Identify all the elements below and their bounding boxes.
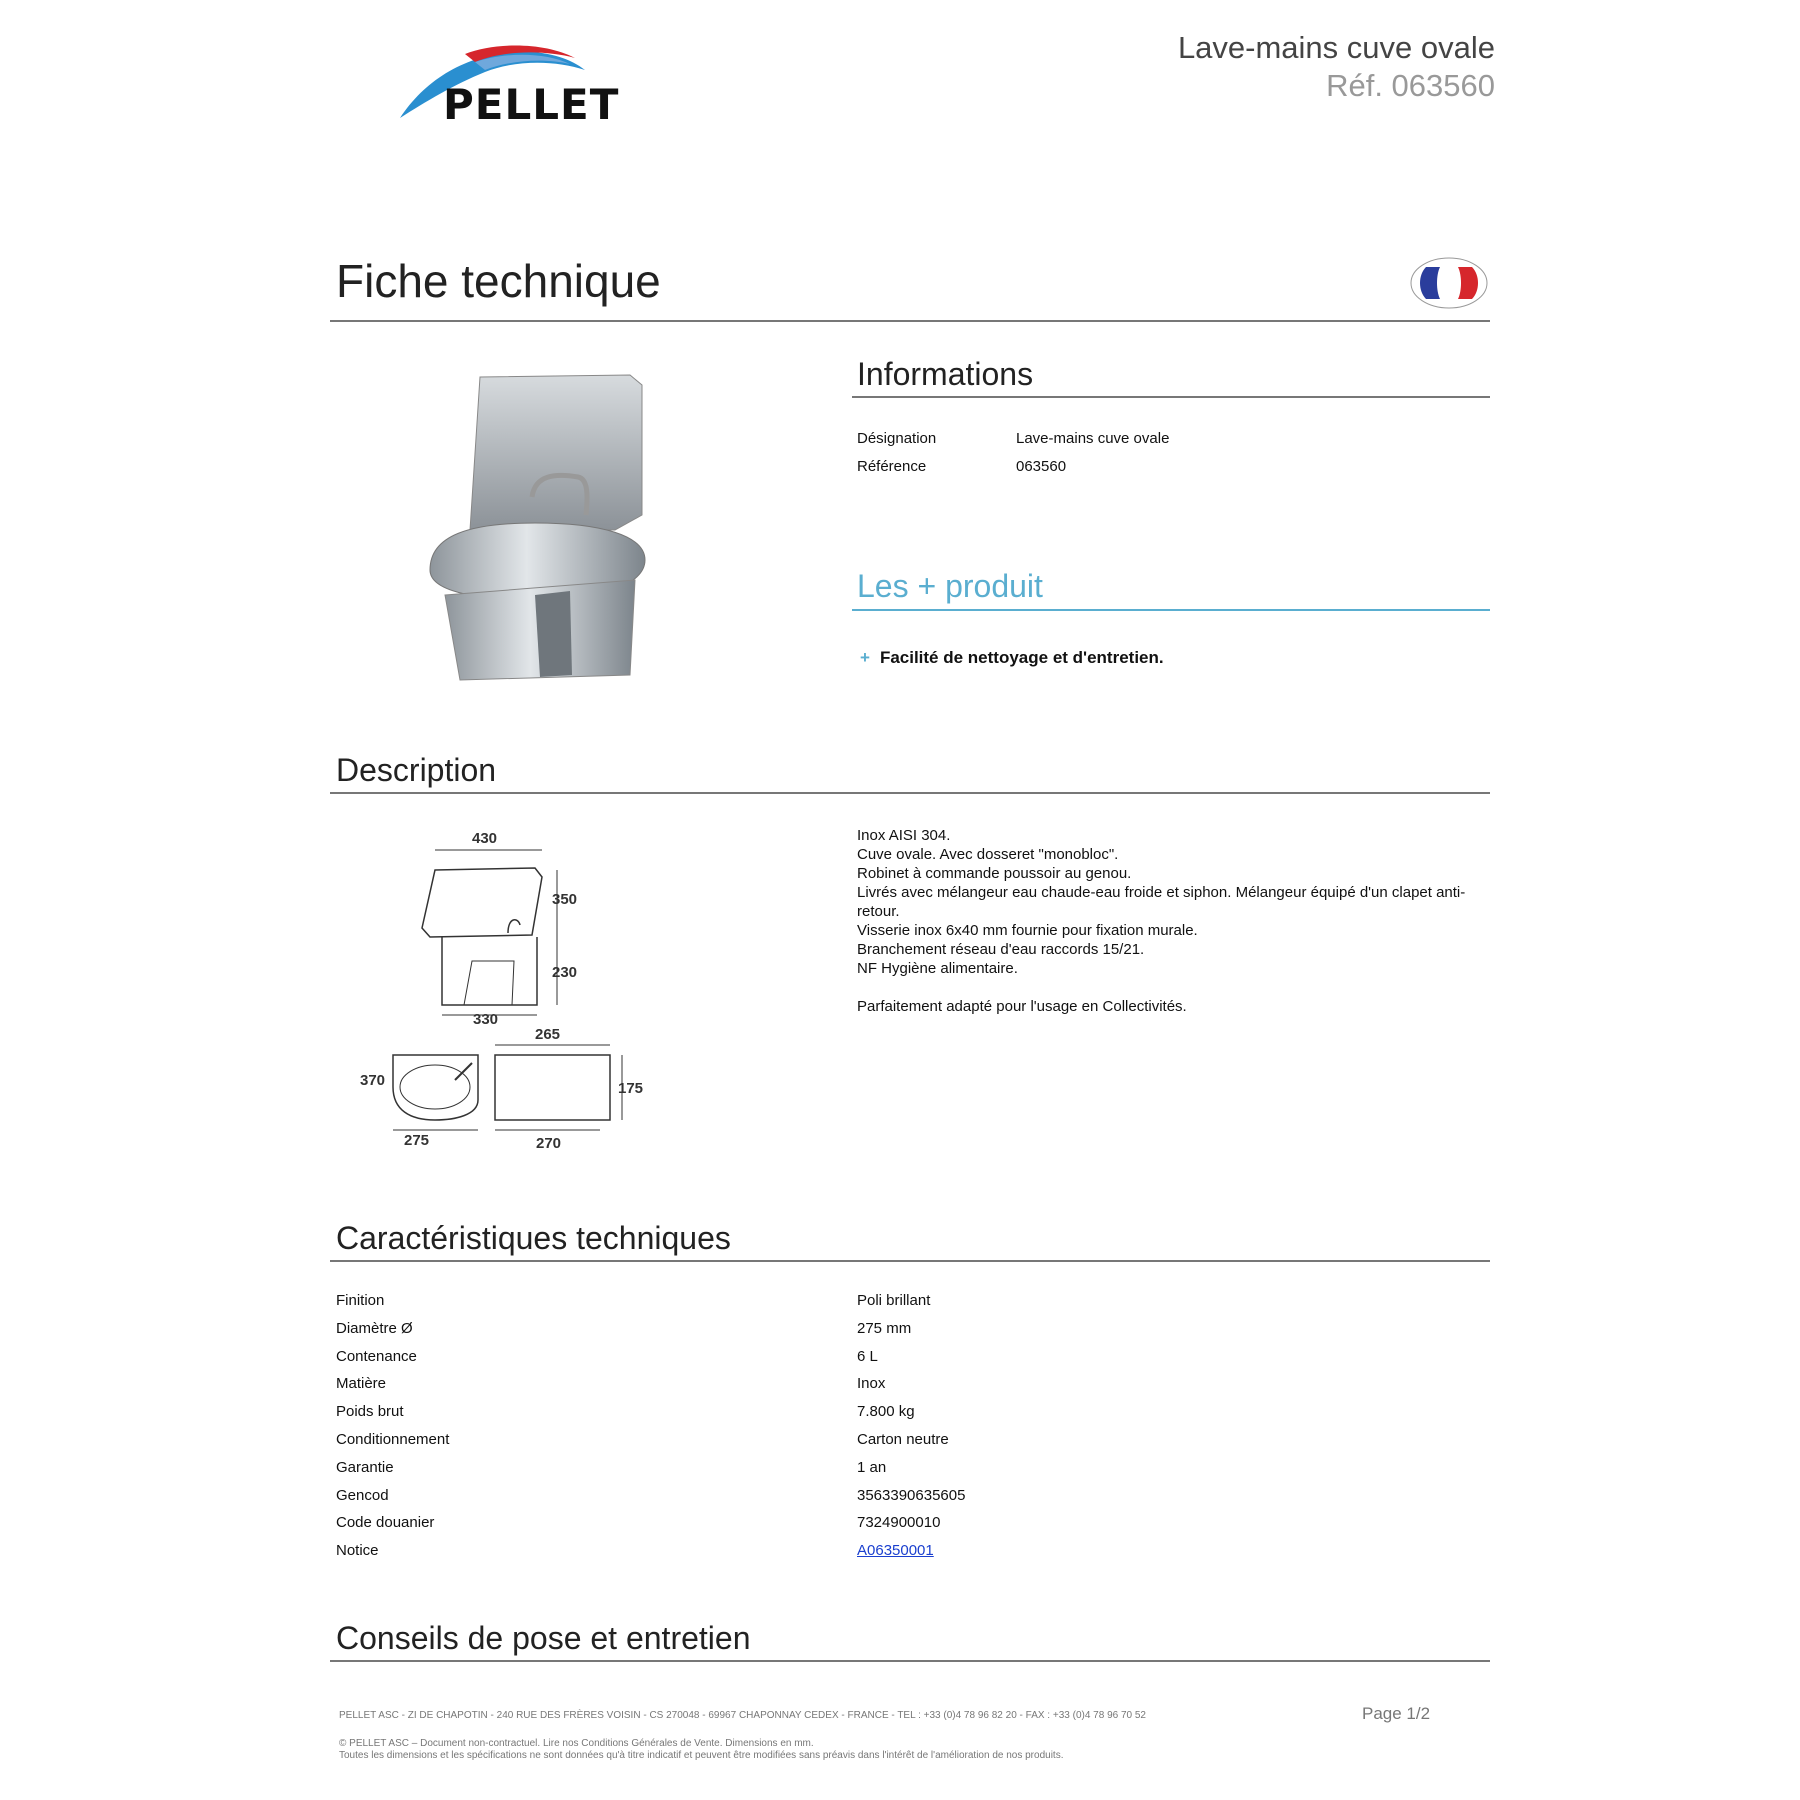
info-value-reference: 063560 xyxy=(1016,458,1067,475)
dim-370: 370 xyxy=(360,1072,386,1089)
dim-350: 350 xyxy=(552,891,578,908)
description-text xyxy=(857,826,1482,1016)
page-number: Page 1/2 xyxy=(1362,1704,1431,1723)
description-closing: Parfaitement adapté pour l'usage en Collectivités. xyxy=(857,998,1187,1015)
description-line: Livrés avec mélangeur eau chaude-eau froide et siphon. Mélangeur équipé d'un clapet anti-retour. xyxy=(857,884,1466,920)
description-divider xyxy=(330,792,1490,794)
description-line: Visserie inox 6x40 mm fournie pour fixation murale. xyxy=(857,922,1198,939)
description-line: Cuve ovale. Avec dosseret "monobloc". xyxy=(857,846,1119,863)
description-spacer xyxy=(857,978,1482,997)
fabrication-francaise-badge xyxy=(1408,255,1490,311)
footer-address: PELLET ASC - ZI DE CHAPOTIN - 240 RUE DES FRÈRES VOISIN - CS 270048 - 69967 CHAPONNAY CEDEX - FRANCE - TEL : +33 (0)4 78 96 82 20 - FAX : +33 (0)4 78 96 70 52 xyxy=(339,1710,1146,1721)
caracteristiques-divider xyxy=(330,1260,1490,1262)
info-value-designation: Lave-mains cuve ovale xyxy=(1016,430,1170,447)
header-product-title: Lave-mains cuve ovale xyxy=(1177,30,1495,65)
carac-label: Code douanier xyxy=(336,1514,435,1532)
carac-label: Garantie xyxy=(336,1458,394,1476)
table-row xyxy=(336,1403,1486,1431)
table-row xyxy=(336,1320,1486,1348)
caracteristiques-table xyxy=(336,1292,1486,1570)
title-divider xyxy=(330,320,1490,322)
carac-value: 7.800 kg xyxy=(857,1403,915,1421)
dim-265: 265 xyxy=(535,1026,561,1043)
dim-330: 330 xyxy=(473,1011,499,1028)
header-reference: Réf. 063560 xyxy=(1326,68,1495,103)
description-line: NF Hygiène alimentaire. xyxy=(857,960,1018,977)
plus-produit-item-text: Facilité de nettoyage et d'entretien. xyxy=(879,648,1164,667)
table-row xyxy=(336,1431,1486,1459)
description-title: Description xyxy=(336,752,497,788)
description-line: Robinet à commande poussoir au genou. xyxy=(857,865,1132,882)
carac-value xyxy=(857,1542,934,1559)
carac-label: Poids brut xyxy=(336,1403,404,1421)
washbasin-photo-image xyxy=(360,355,705,695)
carac-value: 275 mm xyxy=(857,1319,912,1337)
footer-legal-1: © PELLET ASC – Document non-contractuel. Lire nos Conditions Générales de Vente. Dimensions en mm. xyxy=(339,1738,814,1749)
dimension-drawing-image xyxy=(360,825,660,1165)
dim-175: 175 xyxy=(618,1080,644,1097)
conseils-divider xyxy=(330,1660,1490,1662)
carac-value: Carton neutre xyxy=(857,1430,949,1448)
conseils-title: Conseils de pose et entretien xyxy=(336,1620,751,1656)
pellet-logo xyxy=(395,40,635,130)
dim-270: 270 xyxy=(536,1135,562,1152)
carac-value: Poli brillant xyxy=(857,1292,931,1309)
carac-label: Matière xyxy=(336,1375,387,1393)
page-title: Fiche technique xyxy=(336,255,661,307)
logo-text: PELLET xyxy=(443,80,620,129)
carac-label: Diamètre Ø xyxy=(336,1319,413,1337)
footer-legal-2: Toutes les dimensions et les spécifications ne sont données qu'à titre indicatif et peuvent être modifiées sans préavis dans l'intérêt de l'amélioration de nos produits. xyxy=(339,1750,1064,1761)
info-label-reference: Référence xyxy=(857,458,927,475)
notice-link[interactable]: A06350001 xyxy=(857,1542,934,1560)
info-label-designation: Désignation xyxy=(857,430,937,447)
carac-label: Contenance xyxy=(336,1347,417,1365)
table-row xyxy=(336,1292,1486,1320)
carac-label: Finition xyxy=(336,1292,385,1309)
carac-label: Conditionnement xyxy=(336,1430,450,1448)
plus-produit-divider xyxy=(852,609,1490,611)
table-row xyxy=(336,1375,1486,1403)
informations-title: Informations xyxy=(857,356,1034,392)
carac-value: 7324900010 xyxy=(857,1514,941,1532)
description-line: Inox AISI 304. xyxy=(857,827,951,844)
table-row xyxy=(336,1487,1486,1515)
carac-label: Gencod xyxy=(336,1486,389,1504)
plus-icon: + xyxy=(860,648,870,667)
plus-produit-item xyxy=(860,648,1164,668)
table-row xyxy=(336,1348,1486,1376)
dim-430: 430 xyxy=(472,830,498,847)
carac-value: Inox xyxy=(857,1375,886,1393)
dim-230: 230 xyxy=(552,964,578,981)
informations-divider xyxy=(852,396,1490,398)
dim-275: 275 xyxy=(404,1132,430,1149)
carac-value: 3563390635605 xyxy=(857,1486,966,1504)
carac-value: 1 an xyxy=(857,1458,887,1476)
plus-produit-title: Les + produit xyxy=(857,568,1043,604)
table-row xyxy=(336,1459,1486,1487)
french-flag-badge-icon xyxy=(1408,255,1490,311)
carac-label: Notice xyxy=(336,1542,379,1560)
product-photo xyxy=(360,355,705,695)
table-row xyxy=(336,1514,1486,1542)
carac-value: 6 L xyxy=(857,1347,878,1365)
table-row xyxy=(336,1542,1486,1570)
dimension-drawing xyxy=(360,825,660,1165)
description-line: Branchement réseau d'eau raccords 15/21. xyxy=(857,941,1145,958)
caracteristiques-title: Caractéristiques techniques xyxy=(336,1220,731,1256)
